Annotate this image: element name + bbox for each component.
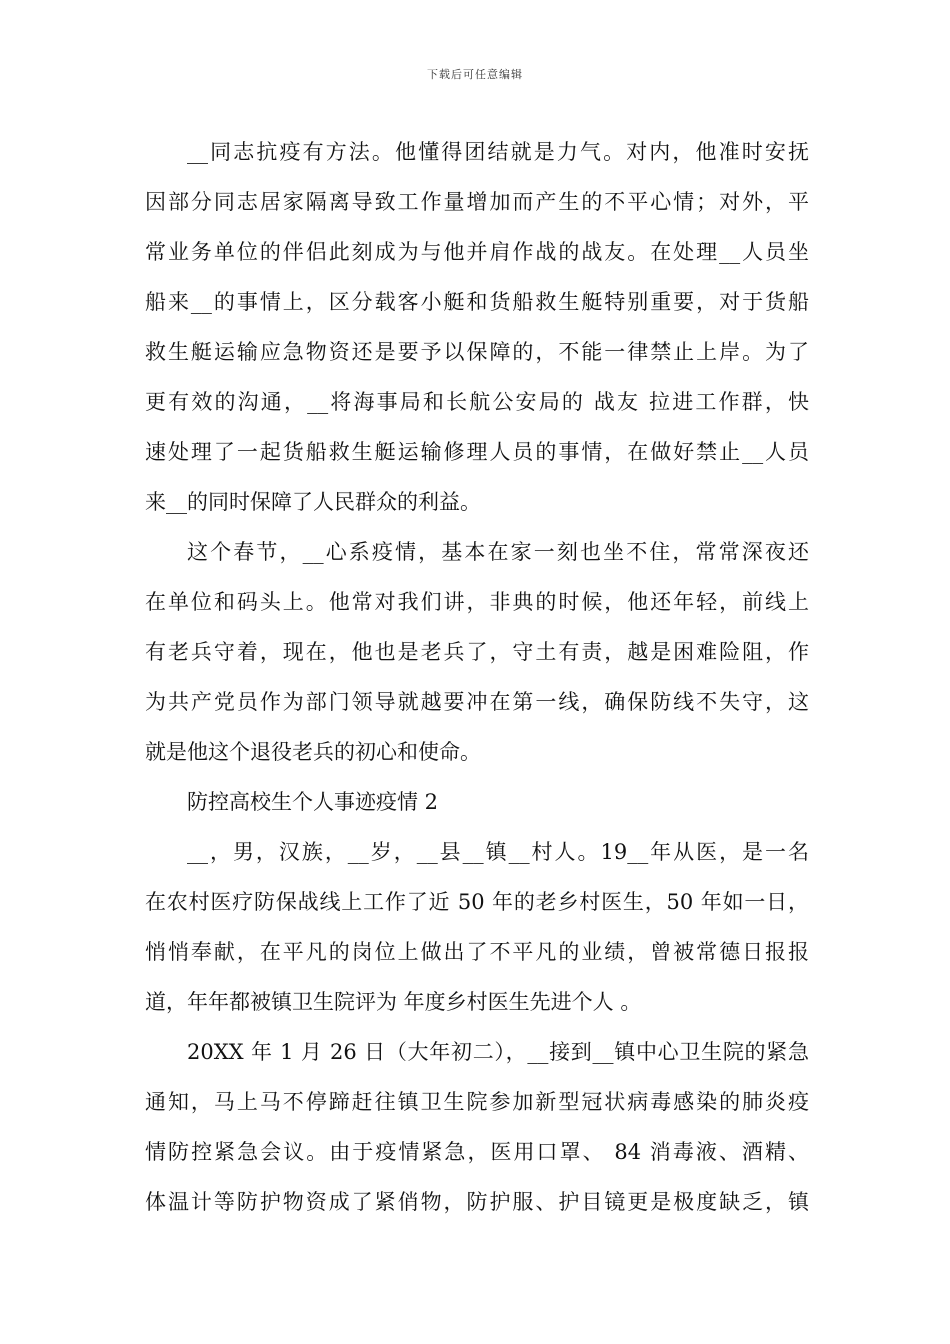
text-line: 有老兵守着，现在，他也是老兵了，守土有责，越是困难险阻，作 bbox=[145, 640, 809, 664]
text-line: 船来__的事情上，区分载客小艇和货船救生艇特别重要，对于货船 bbox=[145, 290, 809, 314]
text-line: 为共产党员作为部门领导就越要冲在第一线，确保防线不失守，这 bbox=[145, 690, 809, 714]
text-line: 常业务单位的伴侣此刻成为与他并肩作战的战友。在处理__人员坐 bbox=[145, 240, 809, 264]
text-line: 速处理了一起货船救生艇运输修理人员的事情，在做好禁止__人员 bbox=[145, 440, 809, 464]
section-title: 防控高校生个人事迹疫情 2 bbox=[187, 790, 439, 814]
text-line: 在单位和码头上。他常对我们讲，非典的时候，他还年轻，前线上 bbox=[145, 590, 809, 614]
text-line: 体温计等防护物资成了紧俏物，防护服、护目镜更是极度缺乏，镇 bbox=[145, 1190, 809, 1214]
text-line: 20XX 年 1 月 26 日（大年初二），__接到__镇中心卫生院的紧急 bbox=[187, 1040, 809, 1064]
text-line: 救生艇运输应急物资还是要予以保障的，不能一律禁止上岸。为了 bbox=[145, 340, 809, 364]
text-line: 道，年年都被镇卫生院评为 年度乡村医生先进个人 。 bbox=[145, 990, 642, 1014]
text-line: 因部分同志居家隔离导致工作量增加而产生的不平心情；对外，平 bbox=[145, 190, 809, 214]
text-line: 情防控紧急会议。由于疫情紧急，医用口罩、 84 消毒液、酒精、 bbox=[145, 1140, 809, 1164]
text-line: 在农村医疗防保战线上工作了近 50 年的老乡村医生，50 年如一日， bbox=[145, 890, 809, 914]
text-line: __，男，汉族，__岁，__县__镇__村人。19__年从医，是一名 bbox=[187, 840, 809, 864]
text-line: 来__的同时保障了人民群众的利益。 bbox=[145, 490, 481, 514]
text-line: 就是他这个退役老兵的初心和使命。 bbox=[145, 740, 481, 764]
text-line: __同志抗疫有方法。他懂得团结就是力气。对内，他准时安抚 bbox=[187, 140, 809, 164]
document-body bbox=[145, 127, 809, 1227]
text-line: 这个春节，__心系疫情，基本在家一刻也坐不住，常常深夜还 bbox=[187, 540, 809, 564]
text-line: 更有效的沟通，__将海事局和长航公安局的 战友 拉进工作群，快 bbox=[145, 390, 809, 414]
text-line: 通知，马上马不停蹄赶往镇卫生院参加新型冠状病毒感染的肺炎疫 bbox=[145, 1090, 809, 1114]
header-note: 下载后可任意编辑 bbox=[427, 68, 523, 81]
text-line: 悄悄奉献，在平凡的岗位上做出了不平凡的业绩，曾被常德日报报 bbox=[145, 940, 809, 964]
